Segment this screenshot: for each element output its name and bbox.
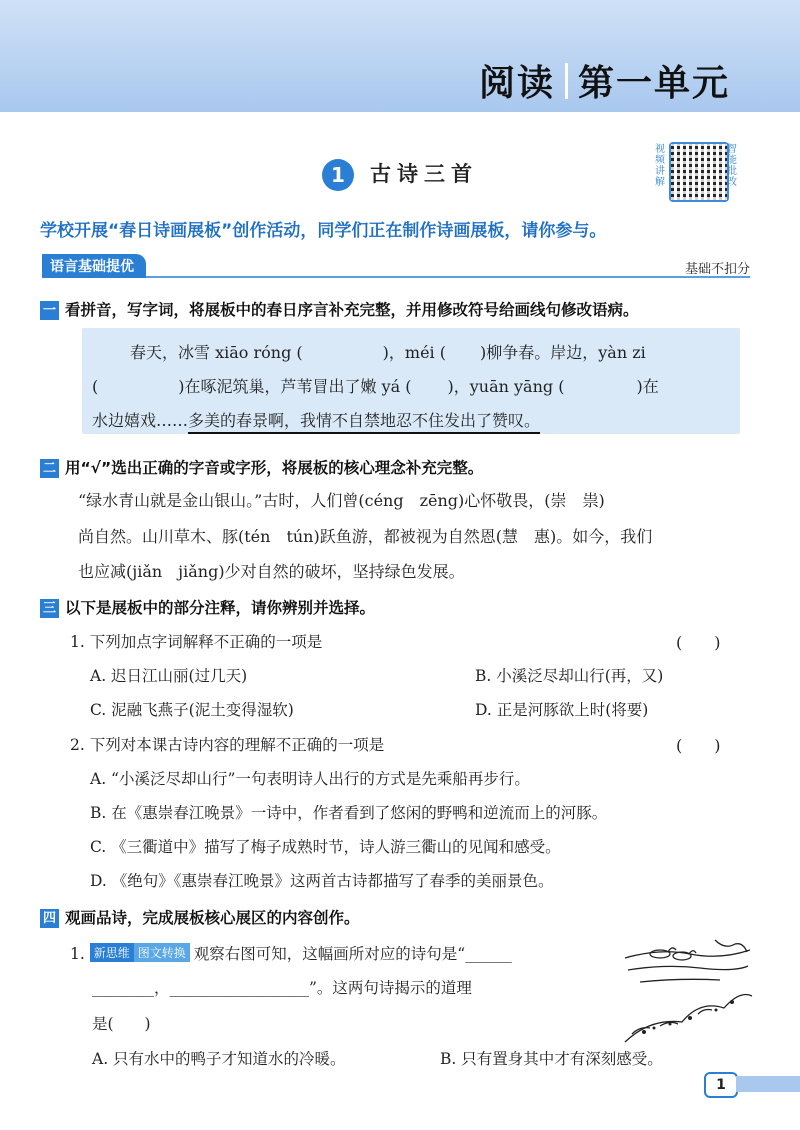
- q4-1-text-1: 观察右图可知，这幅画所对应的诗句是“______: [193, 945, 512, 963]
- q3-2-answer-paren[interactable]: ( ): [676, 736, 721, 755]
- preface-line-3: [92, 408, 540, 431]
- image-text-badge: 图文转换: [134, 943, 190, 962]
- unit-label: 第一单元: [577, 63, 730, 104]
- q3-1-option-a[interactable]: A. 迟日江山丽(过几天): [90, 667, 248, 685]
- qr-code-icon[interactable]: [669, 142, 729, 202]
- title-divider: [565, 63, 568, 99]
- q3-2-option-d[interactable]: D. 《绝句》《惠崇春江晚景》这两首古诗都描写了春季的美丽景色。: [90, 872, 554, 890]
- q3-1-option-b[interactable]: B. 小溪泛尽却山行(再，又): [475, 667, 664, 685]
- q4-1-option-b[interactable]: B. 只有置身其中才有深刻感受。: [440, 1050, 663, 1068]
- question-3-text: 以下是展板中的部分注释，请你辨别并选择。: [65, 599, 376, 617]
- q3-1-option-d[interactable]: D. 正是河豚欲上时(将要): [475, 701, 649, 719]
- page-number-bar: [736, 1076, 800, 1092]
- question-2-title: [40, 456, 483, 478]
- q2-paragraph-line-3: 也应减(jiǎn jiǎng)少对自然的破坏，坚持绿色发展。: [78, 562, 465, 581]
- faulty-sentence[interactable]: 多美的春景啊，我情不自禁地忍不住发出了赞叹。: [188, 411, 540, 434]
- question-2-text: 用“√”选出正确的字音或字形，将展板的核心理念补充完整。: [65, 459, 484, 477]
- question-1-text: 看拼音，写字词，将展板中的春日序言补充完整，并用修改符号给画线句修改语病。: [65, 301, 639, 319]
- qr-code-block[interactable]: [655, 142, 740, 210]
- preface-line-2-a: (: [92, 377, 99, 396]
- section-bar: [42, 256, 750, 278]
- preface-line-3-a: 水边嬉戏……: [92, 411, 189, 430]
- preface-line-1-a: 春天，冰雪 xiāo róng (: [130, 343, 303, 362]
- lesson-title-text: 古诗三首: [370, 162, 478, 186]
- q4-1-option-a[interactable]: A. 只有水中的鸭子才知道水的冷暖。: [92, 1050, 346, 1068]
- preface-line-1: [130, 340, 646, 363]
- lesson-number-badge: 1: [322, 159, 354, 191]
- preface-line-1-c: )柳争春。岸边，yàn zi: [480, 343, 646, 362]
- q4-1-line-1: [70, 942, 512, 964]
- preface-line-2: [92, 374, 659, 397]
- section-label: 语言基础提优: [42, 254, 146, 278]
- preface-line-2-d: )在: [636, 377, 659, 396]
- question-4-text: 观画品诗，完成展板核心展区的内容创作。: [65, 909, 360, 927]
- q3-1-stem: 1. 下列加点字词解释不正确的一项是: [70, 633, 323, 651]
- unit-title: [479, 55, 730, 106]
- q3-2-option-a[interactable]: A. “小溪泛尽却山行”一句表明诗人出行的方式是先乘船再步行。: [90, 770, 530, 788]
- intro-text: 学校开展“春日诗画展板”创作活动，同学们正在制作诗画展板，请你参与。: [40, 221, 607, 241]
- preface-line-2-b: )在啄泥筑巢，芦苇冒出了嫩 yá (: [178, 377, 412, 396]
- section-note: 基础不扣分: [684, 262, 750, 277]
- q4-1-number: 1.: [70, 945, 85, 963]
- question-2-number: 二: [40, 459, 59, 478]
- question-4-title: [40, 906, 360, 928]
- part-label: 阅读: [478, 63, 555, 104]
- page-number: 1: [704, 1072, 738, 1098]
- q2-paragraph-line-2: 尚自然。山川草木、豚(tén tún)跃鱼游，都被视为自然恩(慧 惠)。如今，我们: [78, 527, 653, 546]
- qr-left-text: 视频讲解: [655, 144, 665, 188]
- header-band: [0, 0, 800, 112]
- question-1-number: 一: [40, 301, 59, 320]
- question-4-number: 四: [40, 909, 59, 928]
- q3-2-option-b[interactable]: B. 在《惠崇春江晚景》一诗中，作者看到了悠闲的野鸭和逆流而上的河豚。: [90, 804, 608, 822]
- page-number-tab: [704, 1072, 800, 1094]
- preface-line-1-b: )，méi (: [382, 343, 446, 362]
- qr-right-text: 智能批改: [727, 144, 737, 188]
- q3-1-answer-paren[interactable]: ( ): [676, 633, 721, 652]
- q3-1-option-c[interactable]: C. 泥融飞燕子(泥土变得湿软): [90, 701, 294, 719]
- q2-paragraph-line-1: “绿水青山就是金山银山。”古时，人们曾(céng zēng)心怀敬畏，(崇 祟): [78, 491, 605, 510]
- q3-2-stem: 2. 下列对本课古诗内容的理解不正确的一项是: [70, 736, 385, 754]
- q3-2-option-c[interactable]: C. 《三衢道中》描写了梅子成熟时节，诗人游三衢山的见闻和感受。: [90, 838, 561, 856]
- q4-1-line-3[interactable]: 是( ): [92, 1015, 151, 1033]
- preface-line-2-c: )，yuān yāng (: [447, 377, 565, 396]
- new-thinking-badge: 新思维: [90, 943, 134, 962]
- question-1-title: [40, 298, 639, 320]
- ducks-river-illustration: [620, 930, 755, 1045]
- question-3-number: 三: [40, 599, 59, 618]
- q4-1-line-2: ________，__________________”。这两句诗揭示的道理: [92, 979, 472, 997]
- question-3-title: [40, 596, 375, 618]
- preface-box: [82, 328, 740, 434]
